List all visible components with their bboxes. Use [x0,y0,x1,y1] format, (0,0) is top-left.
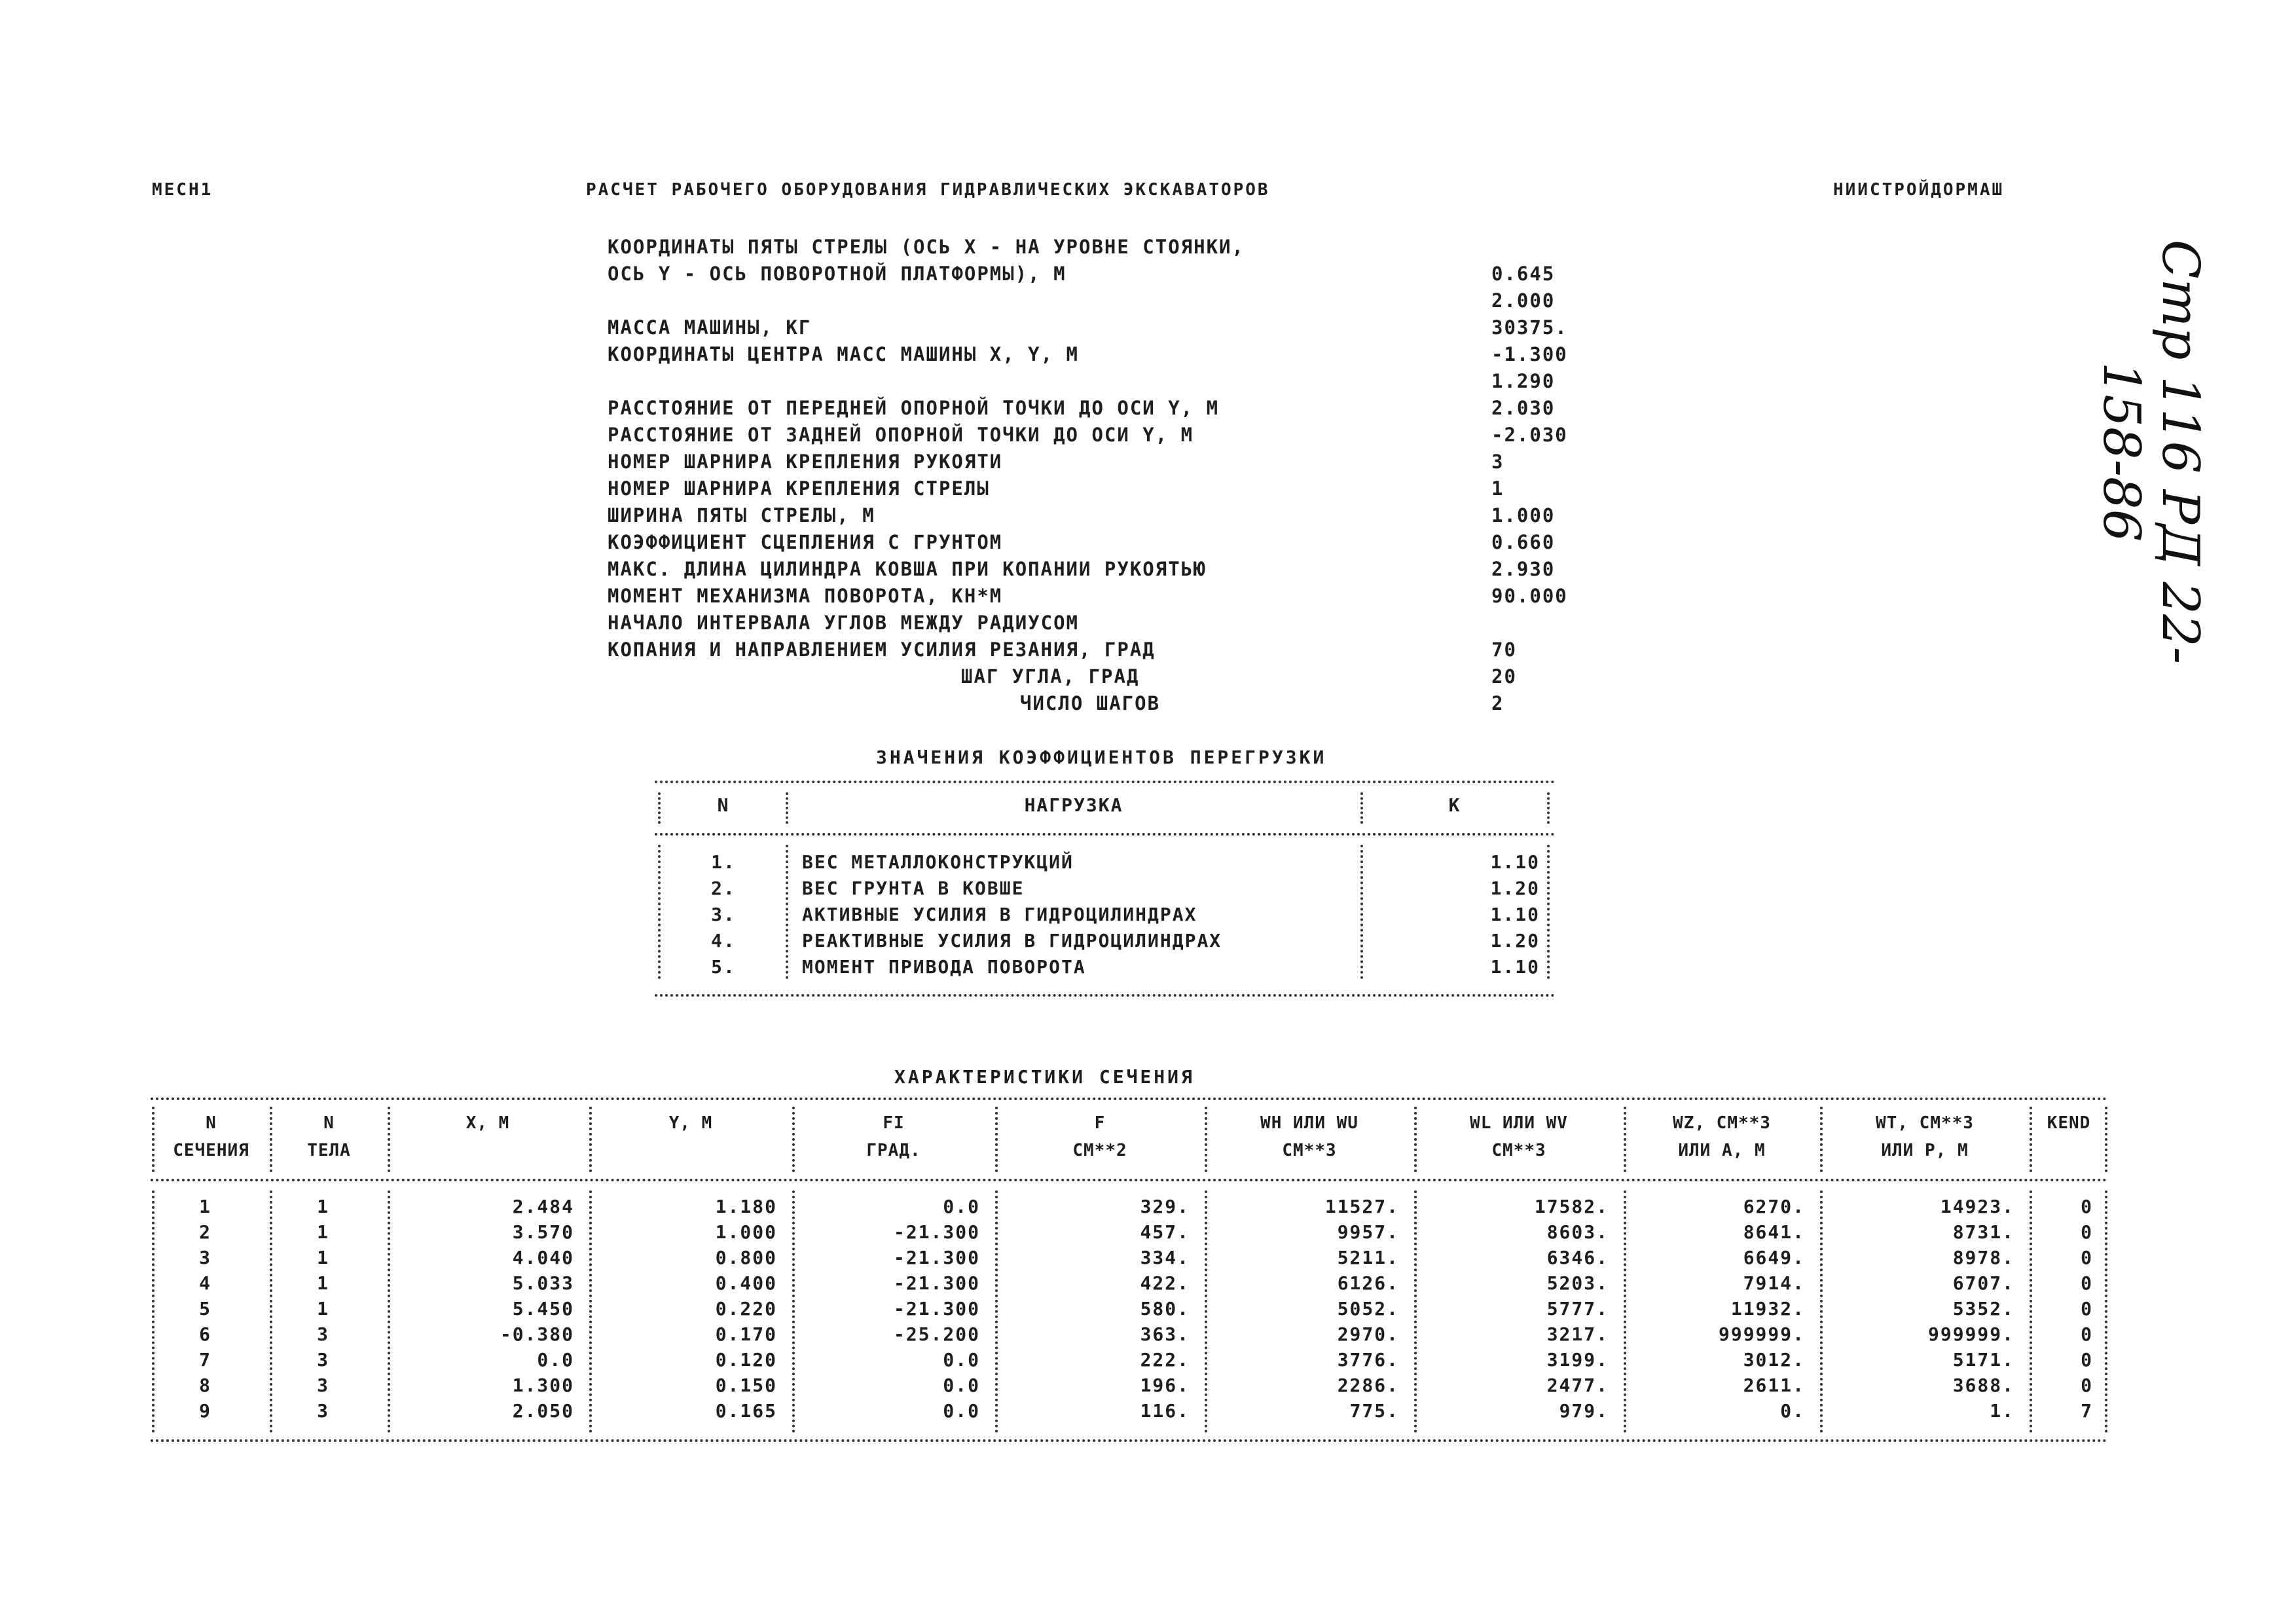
sections-column-header: FI [883,1113,905,1133]
sections-table-cell: 222. [1140,1349,1190,1371]
sections-table-cell: 5211. [1337,1247,1399,1268]
sections-table-cell: 7914. [1743,1272,1805,1294]
sections-table-cell: 1 [317,1221,329,1243]
sections-table-cell: 3 [317,1349,329,1371]
sections-table-cell: 7 [199,1349,211,1371]
sections-table-cell: 0.400 [715,1272,777,1294]
overload-row-coefficient: 1.20 [1490,930,1540,951]
program-code: MECH1 [152,180,213,200]
sections-table-cell: 2286. [1337,1375,1399,1396]
column-separator [658,792,661,824]
column-separator [658,845,661,979]
column-separator [2030,1190,2032,1433]
sections-table-cell: 5777. [1546,1298,1609,1320]
parameter-label: МОМЕНТ МЕХАНИЗМА ПОВОРОТА, КН*М [608,585,1003,607]
sections-table-cell: 2 [199,1221,211,1243]
sections-table-cell: 2.050 [512,1400,574,1422]
overload-table-header-rule [655,833,1555,836]
sections-table-cell: 17582. [1534,1196,1609,1217]
sections-column-header: WT, СМ**3 [1876,1113,1974,1133]
parameter-row [608,612,1576,638]
sections-column-header: СМ**2 [1072,1141,1127,1160]
sections-table-cell: 6 [199,1323,211,1345]
sections-table-cell: 0 [2081,1247,2093,1268]
parameter-row [608,370,1576,397]
overload-table-title: ЗНАЧЕНИЯ КОЭФФИЦИЕНТОВ ПЕРЕГРУЗКИ [876,747,1327,768]
input-parameters-list [608,236,1576,719]
parameter-label: КОПАНИЯ И НАПРАВЛЕНИЕМ УСИЛИЯ РЕЗАНИЯ, ГРАД [608,638,1156,661]
sections-table-cell: 3688. [1952,1375,2014,1396]
sections-table-cell: 196. [1140,1375,1190,1396]
sections-column-header: ИЛИ A, М [1678,1141,1766,1160]
sections-table-cell: -25.200 [893,1323,980,1345]
sections-table-cell: 8731. [1952,1221,2014,1243]
parameter-row [608,316,1576,343]
column-separator [1205,1190,1207,1433]
sections-column-header: N [206,1113,217,1133]
sections-table-cell: 1 [317,1196,329,1217]
overload-table-bottom-rule [655,994,1555,997]
parameter-value: 1 [1491,477,1504,500]
parameter-value: 90.000 [1491,585,1568,607]
overload-row-coefficient: 1.10 [1490,904,1540,925]
sections-table-cell: 8641. [1743,1221,1805,1243]
sections-table-cell: 14923. [1940,1196,2014,1217]
sections-table-cell: 979. [1559,1400,1609,1422]
column-separator [2105,1107,2107,1172]
sections-column-header: X, М [465,1113,510,1133]
overload-row-load: ВЕС МЕТАЛЛОКОНСТРУКЦИЙ [802,851,1074,873]
sections-table-cell: 3776. [1337,1349,1399,1371]
parameter-label: РАССТОЯНИЕ ОТ ЗАДНЕЙ ОПОРНОЙ ТОЧКИ ДО ОСИ Y, М [608,424,1194,446]
parameter-row [608,558,1576,585]
sections-table-cell: 0.0 [537,1349,574,1371]
sections-table-cell: 5171. [1952,1349,2014,1371]
sections-table-cell: 0.170 [715,1323,777,1345]
sections-column-header: СЕЧЕНИЯ [173,1141,249,1160]
overload-row-coefficient: 1.10 [1490,956,1540,978]
sections-table-cell: 0.120 [715,1349,777,1371]
parameter-value: 2.930 [1491,558,1556,580]
sections-table-cell: 2477. [1546,1375,1609,1396]
overload-table-top-rule [655,781,1555,783]
sections-column-header: ГРАД. [866,1141,921,1160]
parameter-value: 30375. [1491,316,1568,339]
sections-table-cell: 422. [1140,1272,1190,1294]
column-separator [1624,1107,1626,1172]
sections-table-cell: 3.570 [512,1221,574,1243]
sections-table-cell: 0.0 [943,1375,980,1396]
sections-table-cell: -21.300 [893,1221,980,1243]
parameter-row [608,343,1576,370]
sections-table-cell: 334. [1140,1247,1190,1268]
column-separator [1820,1190,1823,1433]
sections-table-cell: 1.180 [715,1196,777,1217]
column-separator [792,1190,795,1433]
sections-table-cell: 363. [1140,1323,1190,1345]
sections-table-cell: 0 [2081,1349,2093,1371]
parameter-row [608,504,1576,531]
sections-table-cell: 3012. [1743,1349,1805,1371]
overload-row-number: 1. [711,851,736,873]
sections-table-cell: 999999. [1718,1323,1805,1345]
sections-column-header: СМ**3 [1491,1141,1546,1160]
sections-table-cell: 0.0 [943,1196,980,1217]
sections-table-cell: 8 [199,1375,211,1396]
sections-table-cell: 0.220 [715,1298,777,1320]
parameter-value: 70 [1491,638,1517,661]
sections-table-cell: 0 [2081,1375,2093,1396]
column-separator [1547,845,1550,979]
overload-col-load-header: НАГРУЗКА [1024,794,1123,816]
sections-column-header: WH ИЛИ WU [1260,1113,1358,1133]
sections-table-cell: 11932. [1730,1298,1805,1320]
column-separator [1414,1107,1417,1172]
parameter-value: 2 [1491,692,1504,714]
sections-table-cell: 0.0 [943,1349,980,1371]
parameter-label: КОЭФФИЦИЕНТ СЦЕПЛЕНИЯ С ГРУНТОМ [608,531,1003,553]
parameter-row [608,638,1576,665]
parameter-row [608,451,1576,477]
sections-table-cell: 5.033 [512,1272,574,1294]
parameter-label: ЧИСЛО ШАГОВ [1020,692,1161,714]
parameter-row [608,665,1576,692]
parameter-row [608,236,1576,263]
column-separator [1547,792,1550,824]
sections-table-cell: 4 [199,1272,211,1294]
sections-table-cell: 1.300 [512,1375,574,1396]
parameter-row [608,397,1576,424]
sections-table-cell: 5352. [1952,1298,2014,1320]
parameter-label: ШАГ УГЛА, ГРАД [961,665,1140,688]
sections-table-cell: 9 [199,1400,211,1422]
sections-table-cell: 0 [2081,1272,2093,1294]
parameter-label: МАКС. ДЛИНА ЦИЛИНДРА КОВША ПРИ КОПАНИИ РУКОЯТЬЮ [608,558,1207,580]
sections-table-cell: 4.040 [512,1247,574,1268]
parameter-label: МАССА МАШИНЫ, КГ [608,316,812,339]
organization-name: НИИСТРОЙДОРМАШ [1833,180,2005,200]
sections-table-cell: 6649. [1743,1247,1805,1268]
column-separator [1205,1107,1207,1172]
sections-table-cell: 2611. [1743,1375,1805,1396]
parameter-value: -2.030 [1491,424,1568,446]
sections-table-cell: 329. [1140,1196,1190,1217]
overload-row-number: 5. [711,956,736,978]
overload-row-number: 3. [711,904,736,925]
sections-column-header: N [323,1113,335,1133]
sections-table-cell: 0.0 [943,1400,980,1422]
parameter-label: ШИРИНА ПЯТЫ СТРЕЛЫ, М [608,504,875,526]
overload-row-number: 2. [711,877,736,899]
parameter-row [608,531,1576,558]
overload-col-k-header: К [1448,794,1461,816]
parameter-value: 0.645 [1491,263,1556,285]
overload-col-n-header: N [717,794,730,816]
sections-table-cell: 0.150 [715,1375,777,1396]
sections-table-cell: 3199. [1546,1349,1609,1371]
column-separator [786,792,788,824]
column-separator [786,845,788,979]
parameter-value: 3 [1491,451,1504,473]
sections-table-cell: 0 [2081,1298,2093,1320]
overload-row-load: ВЕС ГРУНТА В КОВШЕ [802,877,1025,899]
sections-column-header: Y, М [668,1113,713,1133]
sections-table-cell: 5203. [1546,1272,1609,1294]
sections-table-cell: 2.484 [512,1196,574,1217]
sections-table-cell: 0 [2081,1221,2093,1243]
sections-table-cell: 1 [317,1247,329,1268]
overload-row-load: МОМЕНТ ПРИВОДА ПОВОРОТА [802,956,1086,978]
sections-table-cell: 6346. [1546,1247,1609,1268]
parameter-label: НАЧАЛО ИНТЕРВАЛА УГЛОВ МЕЖДУ РАДИУСОМ [608,612,1080,634]
page-number-stamp [2092,196,2210,665]
sections-table-cell: 775. [1349,1400,1399,1422]
sections-table-cell: 5.450 [512,1298,574,1320]
sections-table-cell: 2970. [1337,1323,1399,1345]
sections-table-cell: 1. [1990,1400,2014,1422]
parameter-label: НОМЕР ШАРНИРА КРЕПЛЕНИЯ СТРЕЛЫ [608,477,990,500]
column-separator [2105,1190,2107,1433]
sections-table-top-rule [151,1098,2108,1100]
sections-table-cell: 5 [199,1298,211,1320]
sections-table-cell: 11527. [1324,1196,1399,1217]
document-title: РАСЧЕТ РАБОЧЕГО ОБОРУДОВАНИЯ ГИДРАВЛИЧЕСКИХ ЭКСКАВАТОРОВ [586,180,1270,200]
parameter-value: 1.000 [1491,504,1556,526]
sections-table-cell: -21.300 [893,1298,980,1320]
parameter-value: 0.660 [1491,531,1556,553]
sections-column-header: ИЛИ P, М [1881,1141,1969,1160]
sections-table-cell: 3 [199,1247,211,1268]
column-separator [792,1107,795,1172]
overload-row-coefficient: 1.10 [1490,851,1540,873]
sections-table-cell: 116. [1140,1400,1190,1422]
sections-table-bottom-rule [151,1439,2108,1442]
sections-table-cell: 3 [317,1375,329,1396]
sections-table-cell: 1 [199,1196,211,1217]
parameter-row [608,424,1576,451]
page-number-stamp-text: Стр 116 РД 22-158-86 [2092,239,2210,665]
sections-table-cell: 999999. [1927,1323,2014,1345]
sections-table-cell: 3 [317,1400,329,1422]
sections-table-cell: 5052. [1337,1298,1399,1320]
sections-table-cell: 1 [317,1272,329,1294]
sections-table-cell: 3217. [1546,1323,1609,1345]
sections-table-cell: 6707. [1952,1272,2014,1294]
overload-row-number: 4. [711,930,736,951]
parameter-label: КООРДИНАТЫ ПЯТЫ СТРЕЛЫ (ОСЬ X - НА УРОВНЕ СТОЯНКИ, [608,236,1245,258]
sections-table-cell: 580. [1140,1298,1190,1320]
sections-table-cell: 8603. [1546,1221,1609,1243]
parameter-value: 2.000 [1491,289,1556,312]
column-separator [995,1107,998,1172]
parameter-label: ОСЬ Y - ОСЬ ПОВОРОТНОЙ ПЛАТФОРМЫ), М [608,263,1066,285]
column-separator [995,1190,998,1433]
overload-row-coefficient: 1.20 [1490,877,1540,899]
sections-table-cell: 9957. [1337,1221,1399,1243]
parameter-row [608,477,1576,504]
sections-table-cell: 0. [1780,1400,1805,1422]
sections-table-cell: -21.300 [893,1272,980,1294]
sections-column-header: СМ**3 [1282,1141,1337,1160]
column-separator [2030,1107,2032,1172]
parameter-value: 2.030 [1491,397,1556,419]
sections-table-cell: 3 [317,1323,329,1345]
overload-row-load: АКТИВНЫЕ УСИЛИЯ В ГИДРОЦИЛИНДРАХ [802,904,1197,925]
overload-row-load: РЕАКТИВНЫЕ УСИЛИЯ В ГИДРОЦИЛИНДРАХ [802,930,1222,951]
column-separator [1624,1190,1626,1433]
sections-table-cell: 1.000 [715,1221,777,1243]
parameter-label: РАССТОЯНИЕ ОТ ПЕРЕДНЕЙ ОПОРНОЙ ТОЧКИ ДО ОСИ Y, М [608,397,1220,419]
parameter-value: -1.300 [1491,343,1568,365]
sections-table-cell: 7 [2081,1400,2093,1422]
column-separator [589,1107,592,1172]
sections-table-title: ХАРАКТЕРИСТИКИ СЕЧЕНИЯ [894,1066,1195,1088]
column-separator [589,1190,592,1433]
parameter-label: КООРДИНАТЫ ЦЕНТРА МАСС МАШИНЫ X, Y, М [608,343,1080,365]
sections-table-cell: 1 [317,1298,329,1320]
parameter-value: 20 [1491,665,1517,688]
parameter-value: 1.290 [1491,370,1556,392]
parameter-row [608,263,1576,289]
sections-column-header: ТЕЛА [307,1141,351,1160]
sections-table-cell: 6126. [1337,1272,1399,1294]
parameter-row [608,289,1576,316]
sections-column-header: WL ИЛИ WV [1470,1113,1568,1133]
sections-table-header-rule [151,1179,2108,1181]
parameter-row [608,585,1576,612]
column-separator [1414,1190,1417,1433]
sections-column-header: KEND [2047,1113,2091,1133]
sections-table-cell: 0.165 [715,1400,777,1422]
sections-table-cell: 0 [2081,1196,2093,1217]
sections-table-cell: 8978. [1952,1247,2014,1268]
parameter-label: НОМЕР ШАРНИРА КРЕПЛЕНИЯ РУКОЯТИ [608,451,1003,473]
column-separator [1820,1107,1823,1172]
sections-table-cell: 0.800 [715,1247,777,1268]
parameter-row [608,692,1576,719]
sections-table-cell: 457. [1140,1221,1190,1243]
sections-column-header: F [1094,1113,1106,1133]
sections-table-cell: -0.380 [500,1323,574,1345]
sections-table-cell: -21.300 [893,1247,980,1268]
sections-table-cell: 0 [2081,1323,2093,1345]
sections-table-cell: 6270. [1743,1196,1805,1217]
sections-column-header: WZ, СМ**3 [1673,1113,1771,1133]
